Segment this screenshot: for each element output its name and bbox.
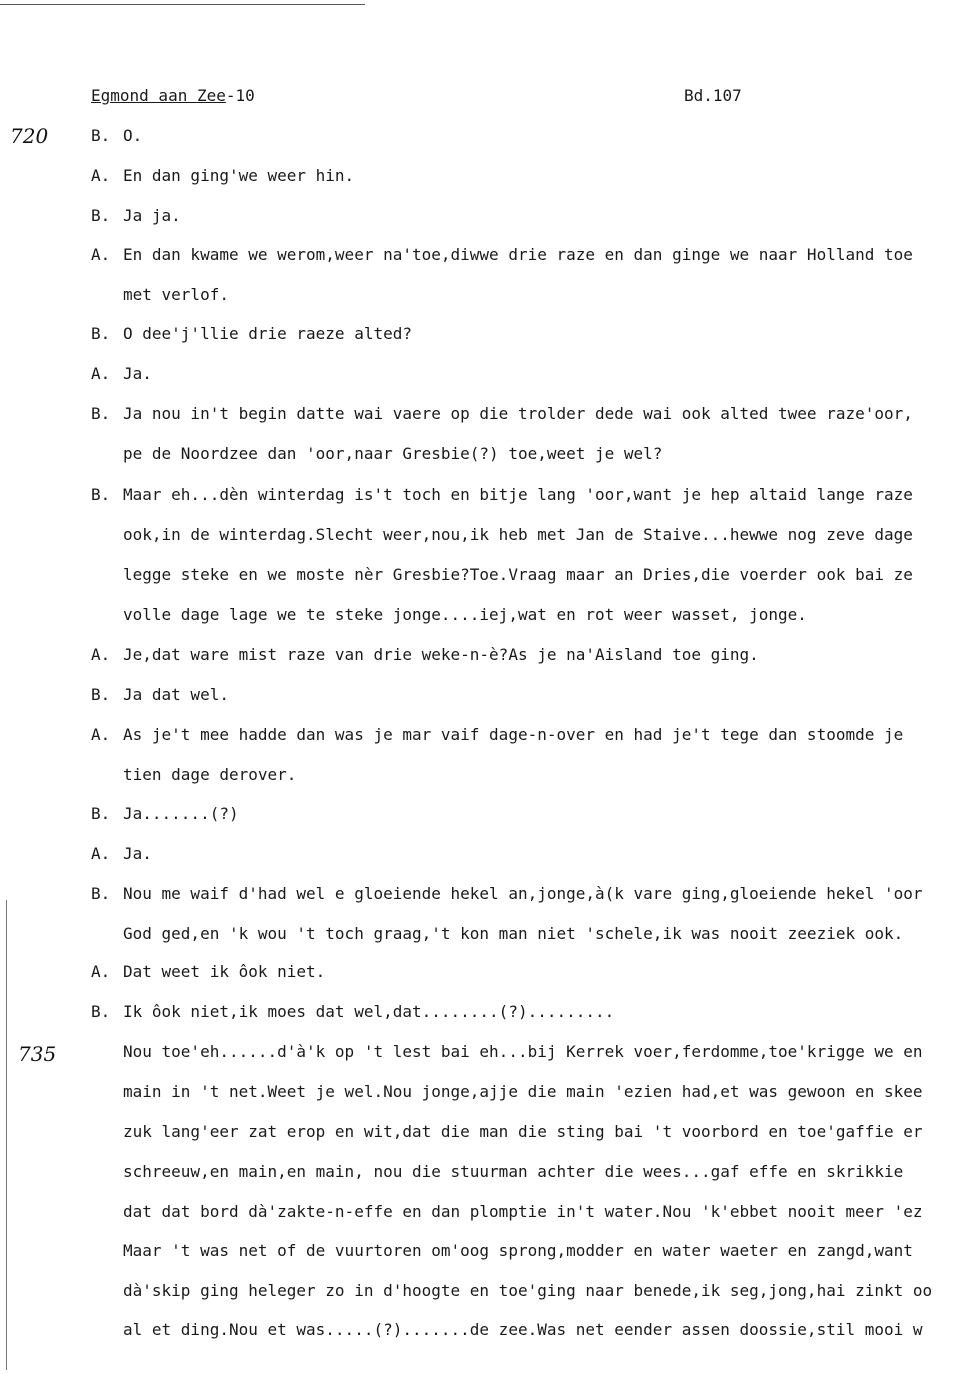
spoken-text: Ja ja.	[123, 206, 181, 225]
spoken-text: Ja.	[123, 844, 152, 863]
top-rule	[0, 4, 365, 5]
document-header-location	[91, 86, 255, 105]
spoken-text: Maar eh...dèn winterdag is't toch en bitje lang 'oor,want je hep altaid lange raze	[123, 485, 913, 504]
speaker-label: B.	[91, 804, 111, 823]
spoken-text: pe de Noordzee dan 'oor,naar Gresbie(?) toe,weet je wel?	[123, 444, 663, 463]
speaker-label: B.	[91, 126, 111, 145]
page-reference: Bd.107	[684, 86, 742, 105]
spoken-text: tien dage derover.	[123, 765, 297, 784]
spoken-text: Je,dat ware mist raze van drie weke-n-è?As je na'Aisland toe ging.	[123, 645, 759, 664]
spoken-text: main in 't net.Weet je wel.Nou jonge,ajje die main 'ezien had,et was gewoon en skee	[123, 1082, 923, 1101]
margin-note-720: 720	[10, 124, 49, 148]
spoken-text: God ged,en 'k wou 't toch graag,'t kon man niet 'schele,ik was nooit zeeziek ook.	[123, 924, 904, 943]
speaker-label: B.	[91, 404, 111, 423]
spoken-text: Ik ôok niet,ik moes dat wel,dat........(?).........	[123, 1002, 615, 1021]
spoken-text: volle dage lage we te steke jonge....iej,wat en rot weer wasset, jonge.	[123, 605, 807, 624]
spoken-text: Nou toe'eh......d'à'k op 't lest bai eh...bij Kerrek voer,ferdomme,toe'krigge we en	[123, 1042, 923, 1061]
speaker-label: A.	[91, 725, 111, 744]
spoken-text: schreeuw,en main,en main, nou die stuurman achter die wees...gaf effe en skrikkie	[123, 1162, 904, 1181]
spoken-text: Ja.	[123, 364, 152, 383]
speaker-label: B.	[91, 324, 111, 343]
speaker-label: A.	[91, 645, 111, 664]
spoken-text: ook,in de winterdag.Slecht weer,nou,ik heb met Jan de Staive...hewwe nog zeve dage	[123, 525, 913, 544]
spoken-text: legge steke en we moste nèr Gresbie?Toe.Vraag maar an Dries,die voerder ook bai ze	[123, 565, 913, 584]
speaker-label: B.	[91, 685, 111, 704]
spoken-text: al et ding.Nou et was.....(?).......de zee.Was net eender assen doossie,stil mooi w	[123, 1320, 923, 1339]
speaker-label: A.	[91, 962, 111, 981]
spoken-text: Ja.......(?)	[123, 804, 239, 823]
spoken-text: Ja nou in't begin datte wai vaere op die trolder dede wai ook alted twee raze'oor,	[123, 404, 913, 423]
speaker-label: B.	[91, 206, 111, 225]
spoken-text: En dan ging'we weer hin.	[123, 166, 355, 185]
speaker-label: B.	[91, 884, 111, 903]
spoken-text: O dee'j'llie drie raeze alted?	[123, 324, 412, 343]
spoken-text: dat dat bord dà'zakte-n-effe en dan plomptie in't water.Nou 'k'ebbet nooit meer 'ez	[123, 1202, 923, 1221]
spoken-text: zuk lang'eer zat erop en wit,dat die man die sting bai 't voorbord en toe'gaffie er	[123, 1122, 923, 1141]
margin-note-735: 735	[18, 1042, 57, 1066]
spoken-text: Ja dat wel.	[123, 685, 229, 704]
speaker-label: A.	[91, 245, 111, 264]
spoken-text: O.	[123, 126, 143, 145]
speaker-label: B.	[91, 1002, 111, 1021]
spoken-text: dà'skip ging heleger zo in d'hoogte en toe'ging naar benede,ik seg,jong,hai zinkt oo	[123, 1281, 933, 1300]
header-location-name: Egmond aan Zee	[91, 86, 226, 105]
spoken-text: Maar 't was net of de vuurtoren om'oog sprong,modder en water waeter en zangd,want	[123, 1241, 913, 1260]
spoken-text: Nou me waif d'had wel e gloeiende hekel an,jonge,à(k vare ging,gloeiende hekel 'oor	[123, 884, 923, 903]
spoken-text: Dat weet ik ôok niet.	[123, 962, 326, 981]
speaker-label: A.	[91, 166, 111, 185]
speaker-label: B.	[91, 485, 111, 504]
speaker-label: A.	[91, 364, 111, 383]
left-margin-rule	[6, 900, 7, 1370]
spoken-text: En dan kwame we werom,weer na'toe,diwwe drie raze en dan ginge we naar Holland toe	[123, 245, 913, 264]
spoken-text: As je't mee hadde dan was je mar vaif dage-n-over en had je't tege dan stoomde je	[123, 725, 904, 744]
spoken-text: met verlof.	[123, 285, 229, 304]
speaker-label: A.	[91, 844, 111, 863]
header-location-suffix: -10	[225, 86, 255, 105]
